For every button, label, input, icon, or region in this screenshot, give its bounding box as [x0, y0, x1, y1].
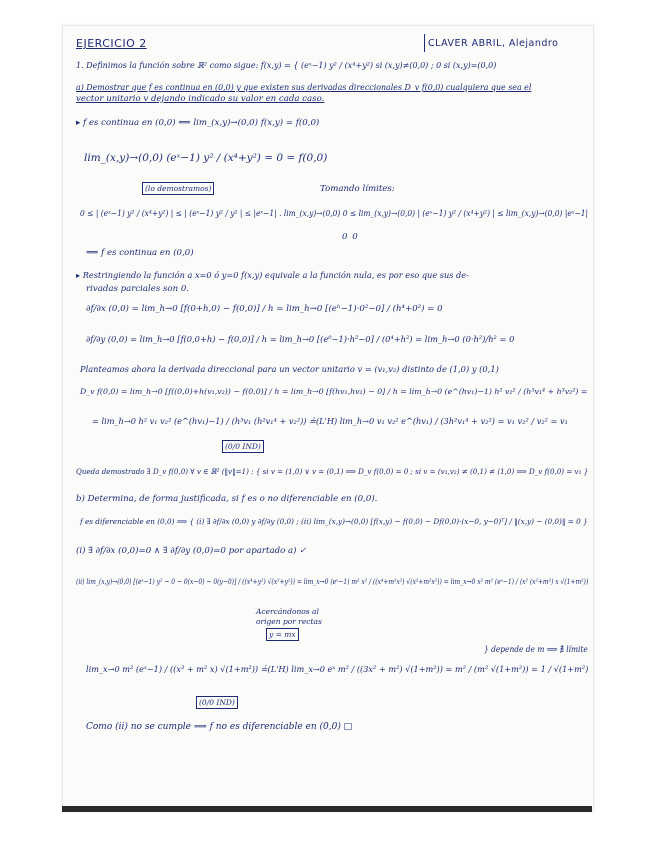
- problem-statement-line: 1. Definimos la función sobre ℝ² como sigue: f(x,y) = { (eˣ−1) y² / (x⁴+y²) si (x,y)≠(0,0) ; 0 si (x,y)=(0,0): [76, 61, 497, 70]
- indeterminate-note: (0/0 IND): [196, 696, 238, 709]
- directional-derivative-equation: D_v f(0,0) = lim_h→0 [f((0,0)+h(v₁,v₂)) − f(0,0)] / h = lim_h→0 [f(hv₁,hv₂) − 0] / h = lim_h→0 (e^(hv₁)−1) h² v₂² / (h⁵v₁⁴ + h³v₂²) =: [80, 387, 588, 396]
- partial-x-equation: ∂f/∂x (0,0) = lim_h→0 [f(0+h,0) − f(0,0)] / h = lim_h→0 [(eʰ−1)·0²−0] / (h⁴+0²) = 0: [86, 304, 443, 314]
- continuity-limit: lim_(x,y)→(0,0) (eˣ−1) y² / (x⁴+y²) = 0 = f(0,0): [84, 152, 328, 164]
- squeeze-inequality: 0 ≤ | (eˣ−1) y² / (x⁴+y²) | ≤ | (eˣ−1) y² / y² | ≤ |eˣ−1| . lim_(x,y)→(0,0) 0 ≤ lim_(x,y)→(0,0) | (eˣ−1) y² / (x⁴+y²) | ≤ lim_(x,y)→(0,0) |eˣ−1|: [80, 208, 589, 218]
- exercise-title: EJERCICIO 2: [76, 37, 147, 50]
- author-name: CLAVER ABRIL, Alejandro: [428, 38, 559, 49]
- directional-conclusion: Queda demostrado ∃ D_v f(0,0) ∀ v ∈ ℝ² (‖v‖=1) : { si v = (1,0) ∨ v = (0,1) ⟹ D_v f(0,0) = 0 ; si v = (v₁,v₂) ≠ (0,1) ≠ (1,0) ⟹ D_v f(0,0) = v₁ }: [76, 467, 589, 476]
- restriction-text: rivadas parciales son 0.: [86, 284, 190, 294]
- restriction-text: ▸ Restringiendo la función a x=0 ó y=0 f(x,y) equivale a la función nula, es por eso que sus de-: [76, 270, 469, 280]
- final-conclusion: Como (ii) no se cumple ⟹ f no es diferenciable en (0,0) □: [86, 722, 353, 732]
- differentiability-conditions: f es diferenciable en (0,0) ⟹ { (i) ∃ ∂f/∂x (0,0) y ∂f/∂y (0,0) ; (ii) lim_(x,y)→(0,0) [f(x,y) − f(0,0) − Df(0,0)·(x−0, y−0)ᵀ] / ‖(x,y) − (0,0)‖ = 0 }: [80, 517, 588, 526]
- lines-approach-note: Acercándonos al: [256, 607, 319, 616]
- limit-depends-note: } depende de m ⟹ ∄ límite: [484, 644, 588, 654]
- partial-y-equation: ∂f/∂y (0,0) = lim_h→0 [f(0,0+h) − f(0,0)] / h = lim_h→0 [(e⁰−1)·h²−0] / (0⁴+h²) = lim_h→0 (0·h²)/h² = 0: [86, 334, 515, 344]
- squeeze-limits-values: 0 0: [342, 232, 359, 242]
- condition-ii-limit: (ii) lim_(x,y)→(0,0) [(eˣ−1) y² − 0 − 0(x−0) − 0(y−0)] / ((x⁴+y²) √(x²+y²)) = lim_x→0 (eˣ−1) m² x² / ((x⁴+m²x²) √(x²+m²x²)) = lim_x→0 x² m² (eˣ−1) / (x² (x²+m²) x √(1+m²)): [76, 577, 589, 586]
- condition-i: (i) ∃ ∂f/∂x (0,0)=0 ∧ ∃ ∂f/∂y (0,0)=0 por apartado a) ✓: [76, 546, 307, 556]
- indeterminate-note: (0/0 IND): [222, 440, 264, 453]
- part-b-statement: b) Determina, de forma justificada, si f es o no diferenciable en (0,0).: [76, 494, 378, 504]
- continuity-conclusion: ⟹ f es continua en (0,0): [86, 248, 194, 258]
- boxed-note: (lo demostramos): [142, 182, 214, 195]
- continuity-claim: ▸ f es continua en (0,0) ⟺ lim_(x,y)→(0,0) f(x,y) = f(0,0): [76, 118, 320, 128]
- lines-approach-note: origen por rectas: [256, 617, 322, 626]
- limit-along-lines: lim_x→0 m² (eˣ−1) / ((x³ + m² x) √(1+m²)) ≟(L'H) lim_x→0 eˣ m² / ((3x² + m²) √(1+m²)) = m² / (m² √(1+m²)) = 1 / √(1+m²): [86, 664, 589, 674]
- directional-derivative-intro: Planteamos ahora la derivada direccional para un vector unitario v = (v₁,v₂) distinto de (1,0) y (0,1): [80, 364, 499, 374]
- page-bottom-edge: [62, 806, 592, 812]
- limits-note: Tomando límites:: [320, 184, 395, 194]
- header-separator: [424, 34, 425, 52]
- part-a-statement-line: a) Demostrar que f es continua en (0,0) y que existen sus derivadas direccionales D_v f(0,0) cualquiera que sea el: [76, 83, 532, 92]
- directional-derivative-equation: = lim_h→0 h² v₁ v₂² (e^(hv₁)−1) / (h³v₁ (h²v₁⁴ + v₂²)) ≟(L'H) lim_h→0 v₁ v₂² e^(hv₁) / (3h²v₁⁴ + v₂²) = v₁ v₂² / v₂² = v₁: [92, 416, 568, 426]
- part-a-statement-line: vector unitario v dejando indicado su valor en cada caso.: [76, 94, 325, 104]
- line-equation-box: y = mx: [266, 628, 299, 641]
